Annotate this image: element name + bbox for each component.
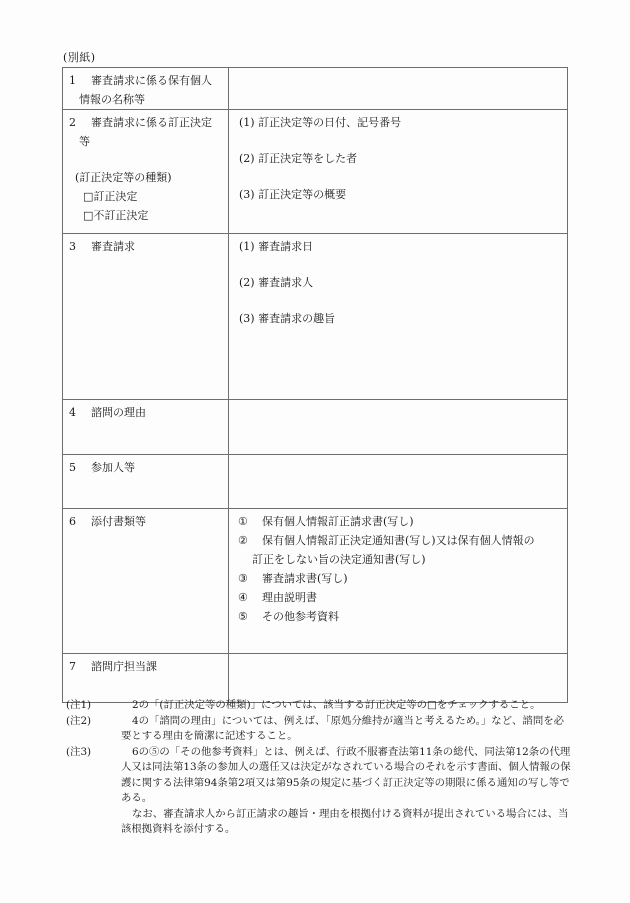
row-7-value-cell[interactable]	[229, 654, 568, 703]
note-3	[66, 745, 572, 838]
attachment-item-continued: 訂正をしない旨の決定通知書(写し)	[252, 553, 426, 566]
row-5-value-cell[interactable]	[229, 455, 568, 509]
checkbox-correction-decision[interactable]	[69, 187, 222, 206]
row-number: 5	[69, 461, 76, 474]
note-tag: (注2)	[66, 714, 92, 727]
attachment-item: ③ 審査請求書(写し)	[238, 572, 348, 585]
row-1-value-cell[interactable]	[229, 68, 568, 110]
request-date-item: (1) 審査請求日	[239, 240, 314, 253]
row-label: 添付書類等	[91, 515, 146, 528]
requester-item: (2) 審査請求人	[239, 276, 314, 289]
note-text: 6の⑤の「その他参考資料」とは、例えば、行政不服審査法第11条の総代、同法第12条の代理人又は同法第13条の参加人の選任又は決定がなされている場合のそれを示す書面、個人情報の保護に関する法律第94条第2項又は第95条の規定に基づく訂正決定等の期限に係る通知の写し等である。	[121, 745, 571, 804]
checkbox-icon[interactable]: □	[83, 209, 94, 222]
decision-kind-heading: (訂正決定等の種類)	[75, 171, 172, 184]
row-label: 諮問の理由	[91, 406, 146, 419]
attachment-label: (別紙)	[63, 51, 96, 64]
attachment-item: ② 保有個人情報訂正決定通知書(写し)又は保有個人情報の	[238, 534, 535, 547]
request-purpose-item: (3) 審査請求の趣旨	[239, 312, 336, 325]
row-5-label-cell	[63, 455, 229, 509]
note-tag: (注3)	[66, 745, 92, 758]
row-label: 審査請求に係る保有個人	[91, 74, 212, 87]
row-number: 7	[69, 660, 76, 673]
table-row	[63, 234, 568, 400]
row-number: 1	[69, 74, 76, 87]
table-row	[63, 509, 568, 654]
table-row	[63, 68, 568, 110]
referral-form-table	[62, 67, 568, 703]
table-row	[63, 654, 568, 703]
row-label: 参加人等	[91, 461, 135, 474]
row-label: 諮問庁担当課	[91, 660, 157, 673]
note-text: なお、審査請求人から訂正請求の趣旨・理由を根拠付ける資料が提出されている場合には、当該根拠資料を添付する。	[121, 807, 569, 835]
checkbox-label: 訂正決定	[93, 190, 138, 203]
row-3-label-cell	[63, 234, 229, 400]
row-number: 6	[69, 515, 76, 528]
row-4-value-cell[interactable]	[229, 400, 568, 455]
row-2-value-cell[interactable]	[229, 110, 568, 234]
note-1	[66, 698, 572, 714]
checkbox-label: 不訂正決定	[93, 209, 149, 222]
checkbox-icon[interactable]: □	[83, 190, 94, 203]
row-label: 審査請求	[91, 240, 135, 253]
row-7-label-cell	[63, 654, 229, 703]
row-1-label-cell	[63, 68, 229, 110]
table-row	[63, 400, 568, 455]
row-4-label-cell	[63, 400, 229, 455]
row-6-label-cell	[63, 509, 229, 654]
row-label-continued: 等	[79, 135, 90, 148]
notes-section	[66, 698, 572, 838]
attachment-item: ⑤ その他参考資料	[238, 610, 339, 623]
row-number: 4	[69, 406, 76, 419]
row-3-value-cell[interactable]	[229, 234, 568, 400]
attachment-item: ① 保有個人情報訂正請求書(写し)	[238, 515, 414, 528]
row-number: 2	[69, 116, 76, 129]
note-text: 2の「(訂正決定等の種類)」については、該当する訂正決定等の□をチェックすること。	[132, 699, 541, 711]
row-2-label-cell	[63, 110, 229, 234]
note-tag: (注1)	[66, 699, 92, 711]
table-row	[63, 110, 568, 234]
attachment-item: ④ 理由説明書	[238, 591, 317, 604]
row-label: 審査請求に係る訂正決定	[91, 116, 212, 129]
checkbox-non-correction-decision[interactable]	[69, 206, 222, 225]
table-row	[63, 455, 568, 509]
row-6-value-cell[interactable]	[229, 509, 568, 654]
decision-summary-item: (3) 訂正決定等の概要	[239, 188, 347, 201]
decision-maker-item: (2) 訂正決定等をした者	[239, 152, 358, 165]
note-2	[66, 714, 572, 745]
row-label-continued: 情報の名称等	[79, 93, 145, 106]
decision-date-number-item: (1) 訂正決定等の日付、記号番号	[239, 116, 402, 129]
row-number: 3	[69, 240, 76, 253]
note-text: 4の「諮問の理由」については、例えば、「原処分維持が適当と考えるため。」など、諮問を必要とする理由を簡潔に記述すること。	[121, 714, 564, 742]
